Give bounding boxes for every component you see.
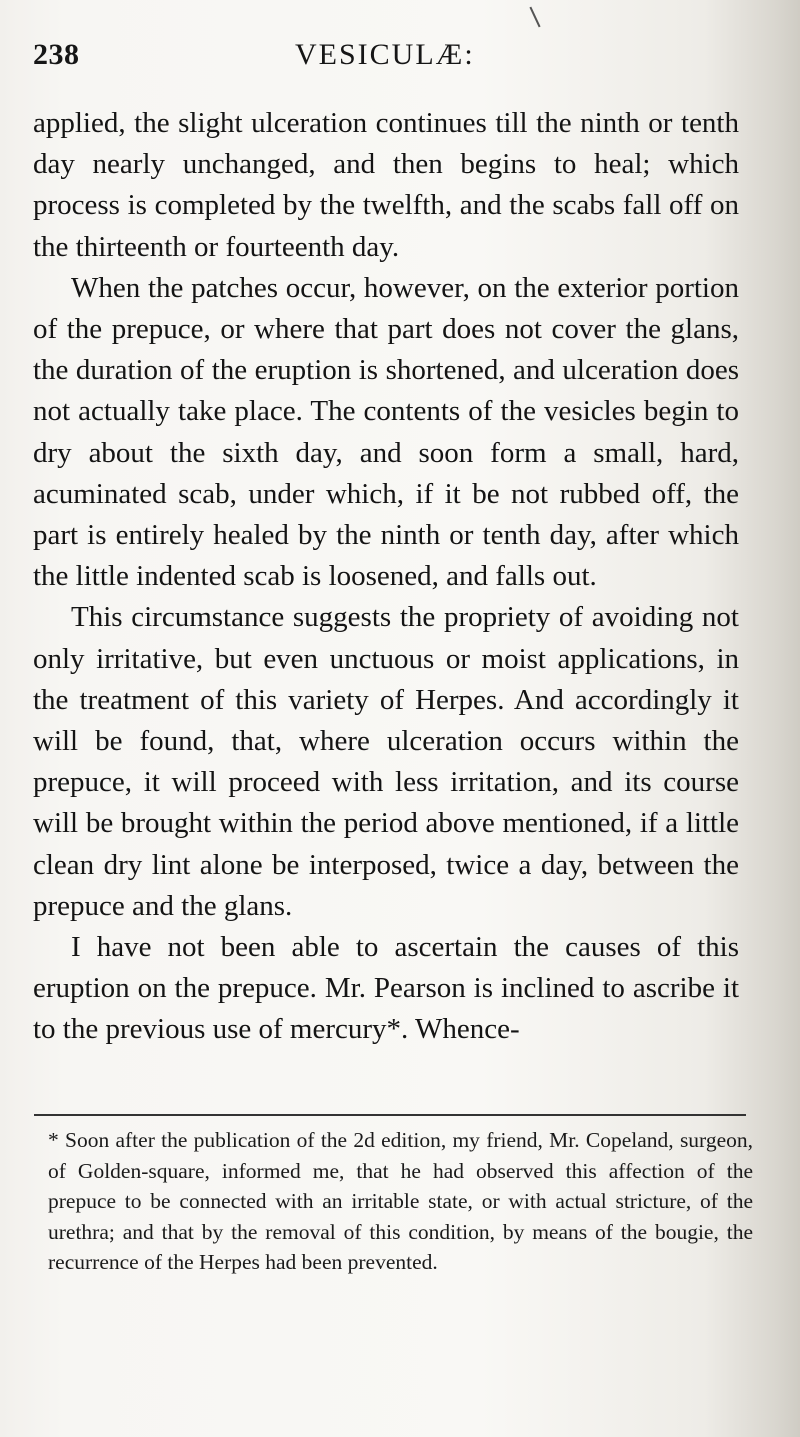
footnote-divider (34, 1114, 746, 1116)
running-title: VESICULÆ: (295, 38, 475, 71)
footnote: * Soon after the publication of the 2d edition, my friend, Mr. Copeland, surgeon, of Golden-square, informed me, that he had observed this affection of the prepuce to be connected with an irritable state, or with actual stricture, of the urethra; and that by the removal of this condition, by means of the bougie, the recurrence of the Herpes had been prevented. (48, 1128, 753, 1274)
page-number: 238 (33, 38, 80, 71)
paragraph-causes: I have not been able to ascertain the causes of this eruption on the prepuce. Mr. Pearson is inclined to ascribe it to the previous use of mercury*. Whence- (33, 931, 739, 1046)
paragraph-applications: This circumstance suggests the propriety of avoiding not only irritative, but even unctuous or moist applications, in the treatment of this variety of Herpes. And accordingly it will be found, that, where ulceration occurs within the prepuce, it will proceed with less irritation, and its course will be brought within the period above mentioned, if a little clean dry lint alone be interposed, twice a day, between the prepuce and the glans. (33, 601, 739, 922)
paragraph-continued: applied, the slight ulceration continues till the ninth or tenth day nearly unchanged, and then begins to heal; which process is completed by the twelfth, and the scabs fall off on the thirteenth or fourteenth day. (33, 107, 739, 263)
page-header (33, 38, 773, 82)
body-text (33, 103, 739, 1051)
margin-pen-mark (529, 7, 540, 28)
paragraph-exterior-prepuce: When the patches occur, however, on the exterior portion of the prepuce, or where that part does not cover the glans, the duration of the eruption is shortened, and ulceration does not actually take place. The contents of the vesicles begin to dry about the sixth day, and soon form a small, hard, acuminated scab, under which, if it be not rubbed off, the part is entirely healed by the ninth or tenth day, after which the little indented scab is loosened, and falls out. (33, 271, 739, 593)
